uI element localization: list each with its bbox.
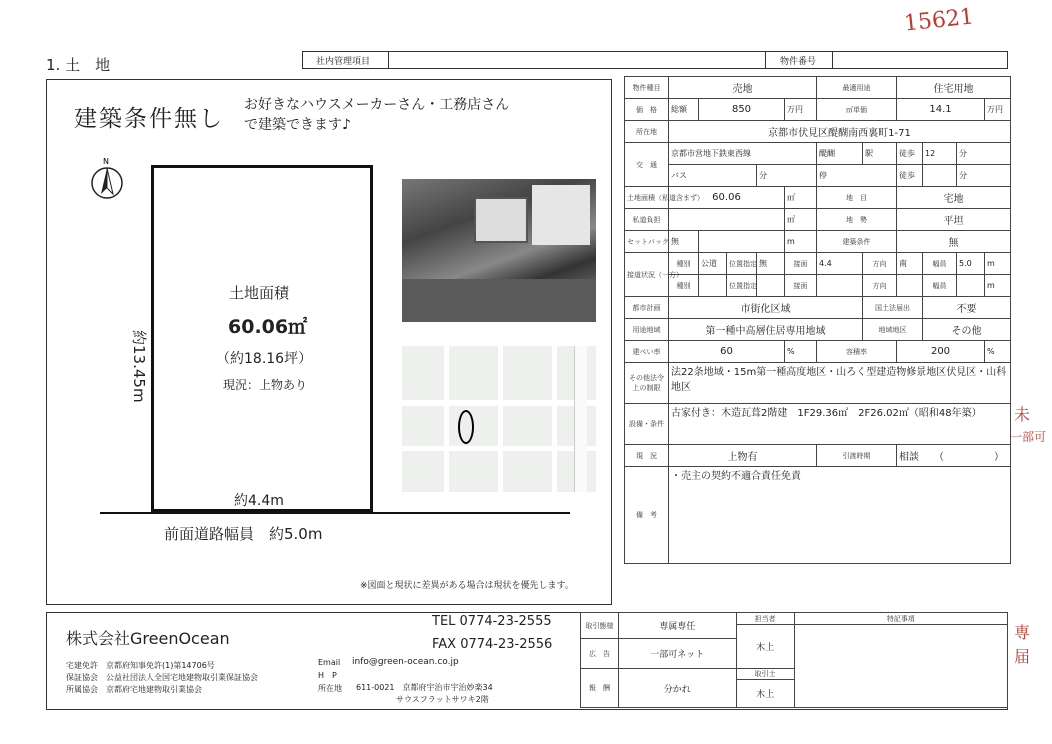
width-label: 幅員 xyxy=(923,253,957,275)
zone-label: 用途地域 xyxy=(625,319,669,341)
property-no-label: 物件番号 xyxy=(780,57,817,67)
road-label: 接道状況（一方） xyxy=(625,253,669,297)
land-law-label: 国土法届出 xyxy=(863,297,923,319)
walk-value: 12 xyxy=(923,143,957,165)
walk-label: 徒歩 xyxy=(897,143,923,165)
contact-label: 接面 xyxy=(785,275,817,297)
area-tsubo: （約18.16坪） xyxy=(216,351,313,367)
fee-label: 報 酬 xyxy=(581,669,619,708)
promo-line2: で建築できます♪ xyxy=(244,117,351,133)
current-label: 現 況 xyxy=(625,445,669,467)
header-divider xyxy=(388,51,389,69)
company-license: 宅建免許 京都府知事免許(1)第14706号 xyxy=(66,661,215,670)
handwritten-note3: 専 xyxy=(1014,623,1031,642)
city-plan-label: 都市計画 xyxy=(625,297,669,319)
bcr-unit: % xyxy=(785,341,817,363)
city-plan-value: 市街化区域 xyxy=(669,297,863,319)
handwritten-note2: 一部可 xyxy=(1010,430,1047,444)
svg-text:N: N xyxy=(103,157,109,166)
road-kind-label: 種別 xyxy=(669,253,699,275)
special-label: 特記事項 xyxy=(794,613,1007,625)
type-label: 物件種目 xyxy=(625,77,669,99)
use-label: 最適用途 xyxy=(817,77,897,99)
remarks-label: 備 考 xyxy=(625,467,669,564)
line-value: 京都市営地下鉄東西線 xyxy=(669,143,817,165)
transport-label: 交 通 xyxy=(625,143,669,187)
addr-line1: 611-0021 京都府宇治市宇治妙楽34 xyxy=(356,683,493,692)
facility-value: 古家付き：木造瓦葺2階建 1F29.36㎡ 2F26.02㎡（昭和48年築） xyxy=(669,404,1011,445)
bus-label: バス xyxy=(669,165,757,187)
addr-line2: サウスフラットサワキ2階 xyxy=(396,695,489,704)
private-road-label: 私道負担 xyxy=(625,209,669,231)
current-status: 現況：上物あり xyxy=(223,378,308,392)
handwritten-note1: 未 xyxy=(1014,405,1031,424)
company-name: 株式会社GreenOcean xyxy=(66,629,230,648)
land-area-unit: ㎡ xyxy=(785,187,817,209)
ad-value: 一部可ネット xyxy=(618,639,736,669)
email-value[interactable]: info@green-ocean.co.jp xyxy=(352,657,459,667)
stop-label: 停 xyxy=(817,165,897,187)
road-kind-value: 公道 xyxy=(699,253,727,275)
bus-min-unit: 分 xyxy=(757,165,817,187)
station-value: 醍醐 xyxy=(817,143,863,165)
width-value: 5.0 xyxy=(957,253,985,275)
price-label: 価 格 xyxy=(625,99,669,121)
bcr-label: 建ぺい率 xyxy=(625,341,669,363)
property-photo xyxy=(402,179,596,322)
address-value: 京都市伏見区醍醐南西裏町1-71 xyxy=(669,121,1011,143)
current-value: 上物有 xyxy=(669,445,817,467)
width-unit: m xyxy=(985,253,1011,275)
handover-value: 相談 （ ） xyxy=(897,445,1011,467)
handover-label: 引渡時期 xyxy=(817,445,897,467)
pos-value: 無 xyxy=(757,253,785,275)
far-value: 200 xyxy=(897,341,985,363)
promo-line1: お好きなハウスメーカーさん・工務店さん xyxy=(244,97,510,113)
closer-label: 取引士 xyxy=(736,669,794,680)
location-map xyxy=(402,346,596,492)
header-divider xyxy=(765,51,766,69)
map-road xyxy=(498,346,503,492)
price-value: 850 xyxy=(699,99,785,121)
setback-value: 無 xyxy=(669,231,699,253)
width-label: 幅員 xyxy=(923,275,957,297)
price-unit: 万円 xyxy=(785,99,817,121)
address-label: 所在地 xyxy=(625,121,669,143)
dir-label: 方向 xyxy=(863,275,897,297)
contact-value: 4.4 xyxy=(817,253,863,275)
far-label: 容積率 xyxy=(817,341,897,363)
chimoku-label: 地 目 xyxy=(817,187,897,209)
chimoku-value: 宅地 xyxy=(897,187,1011,209)
remarks-value: ・売主の契約不適合責任免責 xyxy=(669,467,1011,564)
map-road-main xyxy=(574,346,587,492)
land-area-value: 60.06 xyxy=(669,187,785,209)
handwritten-number: 15621 xyxy=(902,4,976,37)
land-law-value: 不要 xyxy=(923,297,1011,319)
station-suffix: 駅 xyxy=(863,143,897,165)
addr-label: 所在地 xyxy=(318,684,342,693)
deal-table xyxy=(580,612,1008,708)
company-association: 所属協会 京都府宅地建物取引業協会 xyxy=(66,685,202,694)
form-value: 専属専任 xyxy=(618,613,736,639)
staff-value: 木上 xyxy=(736,625,794,669)
walk2-unit: 分 xyxy=(957,165,1011,187)
no-conditions-title: 建築条件無し xyxy=(74,106,224,132)
email-label: Email xyxy=(318,658,341,667)
contact-label: 接面 xyxy=(785,253,817,275)
setback-label: セットバック xyxy=(625,231,669,253)
build-cond-label: 建築条件 xyxy=(817,231,897,253)
other-law-label: その他法令上の制限 xyxy=(625,363,669,404)
width-unit: m xyxy=(985,275,1011,297)
facility-label: 設備・条件 xyxy=(625,404,669,445)
total-label: 総額 xyxy=(669,99,699,121)
closer-value: 木上 xyxy=(736,680,794,708)
staff-label: 担当者 xyxy=(736,613,794,625)
company-tel: TEL 0774-23-2555 xyxy=(432,614,552,629)
map-target-ellipse xyxy=(458,410,474,444)
type-value: 売地 xyxy=(669,77,817,99)
terrain-value: 平坦 xyxy=(897,209,1011,231)
pos-label: 位置指定 xyxy=(727,253,757,275)
road-kind-label: 種別 xyxy=(669,275,699,297)
walk-unit: 分 xyxy=(957,143,1011,165)
hp-label: H P xyxy=(318,671,337,680)
property-info-table xyxy=(624,76,1011,564)
road-line xyxy=(100,512,570,514)
disclaimer-note: ※図面と現状に差異がある場合は現状を優先します。 xyxy=(360,581,574,591)
district-value: その他 xyxy=(923,319,1011,341)
area-value: 60.06㎡ xyxy=(228,316,308,338)
unit-price-value: 14.1 xyxy=(897,99,985,121)
unit-price-unit: 万円 xyxy=(985,99,1011,121)
photo-house-right xyxy=(532,185,590,245)
frontage-dimension: 約4.4m xyxy=(234,493,284,509)
map-road xyxy=(444,346,449,492)
ad-label: 広 告 xyxy=(581,639,619,669)
zone-value: 第一種中高層住居専用地域 xyxy=(669,319,863,341)
section-title: 1. 土 地 xyxy=(46,56,111,74)
private-road-unit: ㎡ xyxy=(785,209,817,231)
company-guarantee: 保証協会 公益社団法人全国宅地建物取引業保証協会 xyxy=(66,673,258,682)
dir-value: 南 xyxy=(897,253,923,275)
far-unit: % xyxy=(985,341,1011,363)
north-arrow-icon xyxy=(88,156,128,200)
walk2-label: 徒歩 xyxy=(897,165,923,187)
area-label: 土地面積 xyxy=(229,284,290,302)
dir-label: 方向 xyxy=(863,253,897,275)
company-fax: FAX 0774-23-2556 xyxy=(432,637,553,652)
land-area-label: 土地面積（私道含まず） xyxy=(625,187,669,209)
use-value: 住宅用地 xyxy=(897,77,1011,99)
road-width: 前面道路幅員 約5.0m xyxy=(164,525,323,543)
internal-label: 社内管理項目 xyxy=(316,57,371,67)
header-strip xyxy=(302,51,1008,69)
photo-ground xyxy=(402,279,596,322)
fee-value: 分かれ xyxy=(618,669,736,708)
other-law-value: 法22条地域・15m第一種高度地区・山ろく型建造物修景地区伏見区・山科地区 xyxy=(669,363,1011,404)
form-label: 取引態様 xyxy=(581,613,619,639)
bcr-value: 60 xyxy=(669,341,785,363)
build-cond-value: 無 xyxy=(897,231,1011,253)
terrain-label: 地 勢 xyxy=(817,209,897,231)
setback-unit: m xyxy=(785,231,817,253)
unit-price-label: ㎡単価 xyxy=(817,99,897,121)
district-label: 地域地区 xyxy=(863,319,923,341)
handwritten-note4: 届 xyxy=(1014,647,1031,666)
map-road xyxy=(552,346,557,492)
photo-house xyxy=(474,197,528,243)
pos-label: 位置指定 xyxy=(727,275,757,297)
header-divider xyxy=(832,51,833,69)
depth-dimension: 約13.45m xyxy=(130,330,148,403)
